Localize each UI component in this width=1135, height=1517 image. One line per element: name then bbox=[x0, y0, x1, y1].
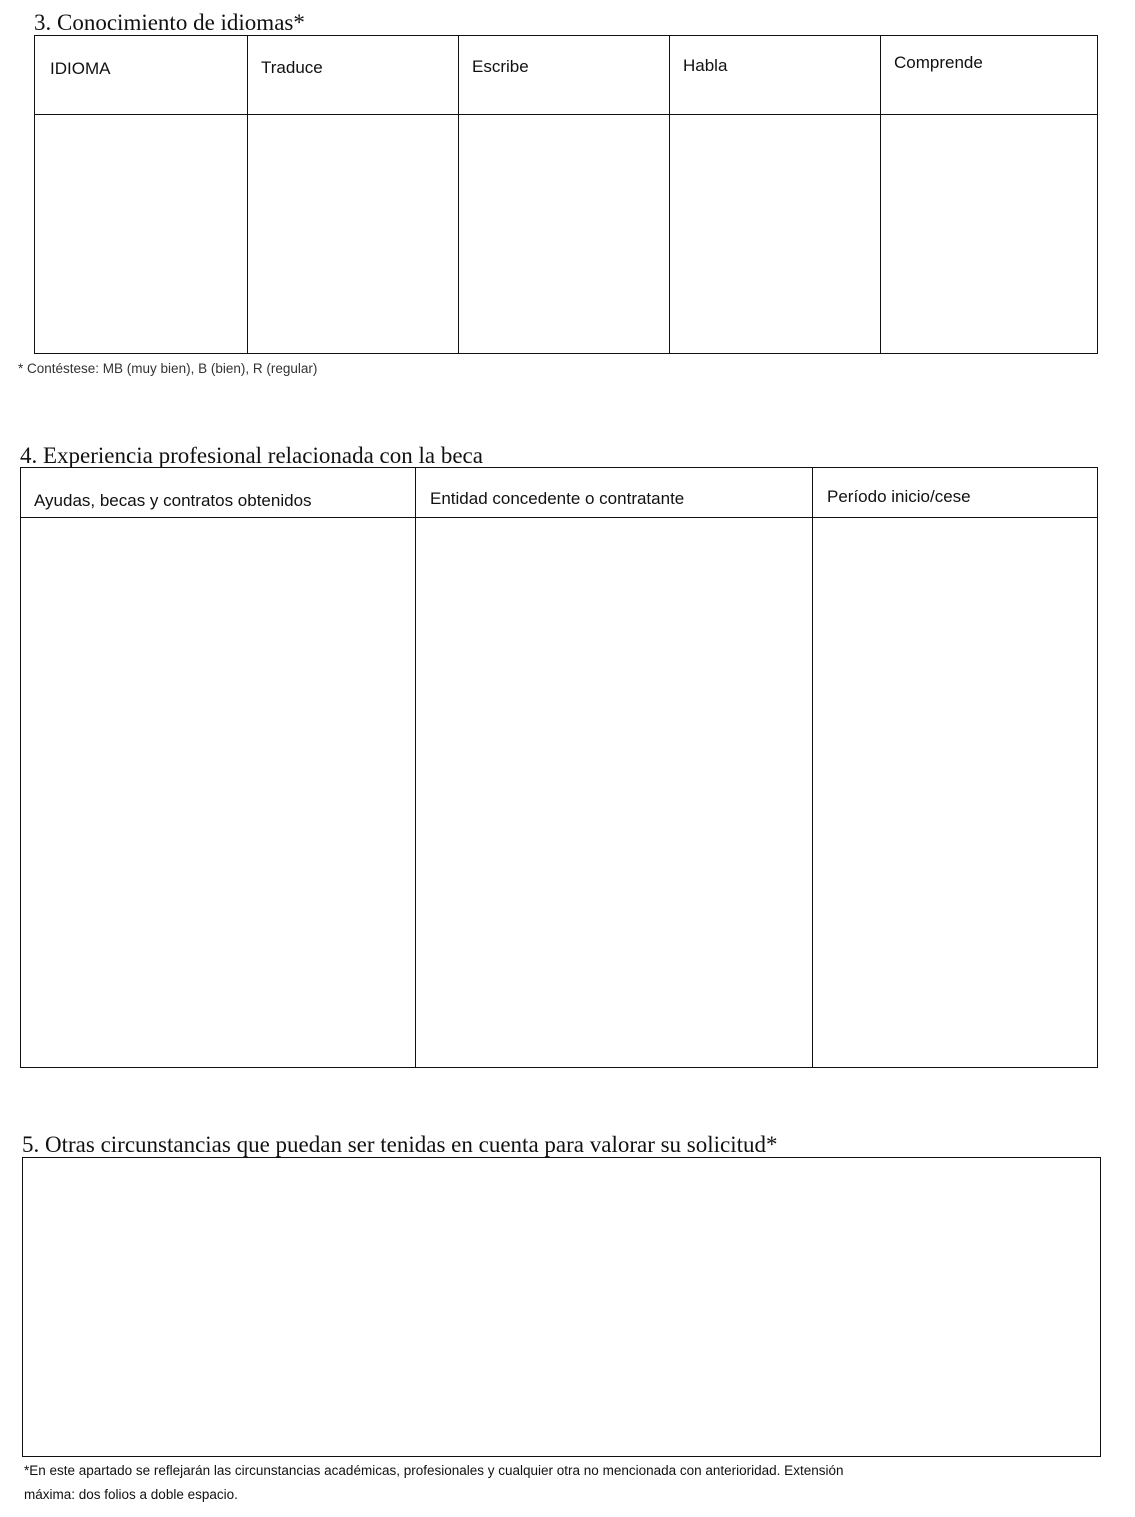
languages-cell-comprende[interactable] bbox=[881, 116, 1097, 353]
section3-title: 3. Conocimiento de idiomas* bbox=[34, 10, 305, 35]
languages-header-habla: Habla bbox=[683, 56, 728, 75]
languages-cell-escribe[interactable] bbox=[459, 116, 669, 353]
languages-header-comprende: Comprende bbox=[894, 53, 983, 72]
experience-cell-entidad[interactable] bbox=[416, 519, 812, 1067]
section4-title: 4. Experiencia profesional relacionada con la beca bbox=[20, 443, 483, 468]
section5-footnote-line1: *En este apartado se reflejarán las circunstancias académicas, profesionales y cualquier otra no mencionada con anterioridad. Extensión bbox=[24, 1463, 844, 1478]
languages-header-escribe: Escribe bbox=[472, 57, 529, 76]
languages-header-divider bbox=[35, 114, 1097, 115]
languages-table bbox=[34, 35, 1098, 354]
experience-table bbox=[20, 467, 1098, 1068]
experience-header-periodo: Período inicio/cese bbox=[827, 487, 971, 506]
experience-header-entidad: Entidad concedente o contratante bbox=[430, 489, 685, 508]
languages-header-idioma: IDIOMA bbox=[50, 59, 111, 78]
languages-cell-traduce[interactable] bbox=[248, 116, 458, 353]
languages-header-traduce: Traduce bbox=[261, 58, 323, 77]
experience-cell-periodo[interactable] bbox=[813, 519, 1097, 1067]
section5-footnote-line2: máxima: dos folios a doble espacio. bbox=[24, 1487, 238, 1502]
experience-header-ayudas: Ayudas, becas y contratos obtenidos bbox=[34, 491, 312, 510]
languages-cell-habla[interactable] bbox=[670, 116, 880, 353]
experience-header-divider bbox=[21, 517, 1097, 518]
experience-cell-ayudas[interactable] bbox=[21, 519, 415, 1067]
section5-title: 5. Otras circunstancias que puedan ser tenidas en cuenta para valorar su solicitud* bbox=[22, 1132, 778, 1157]
other-circumstances-box[interactable] bbox=[22, 1157, 1101, 1457]
languages-cell-idioma[interactable] bbox=[35, 116, 247, 353]
section3-footnote: * Contéstese: MB (muy bien), B (bien), R (regular) bbox=[18, 361, 318, 376]
